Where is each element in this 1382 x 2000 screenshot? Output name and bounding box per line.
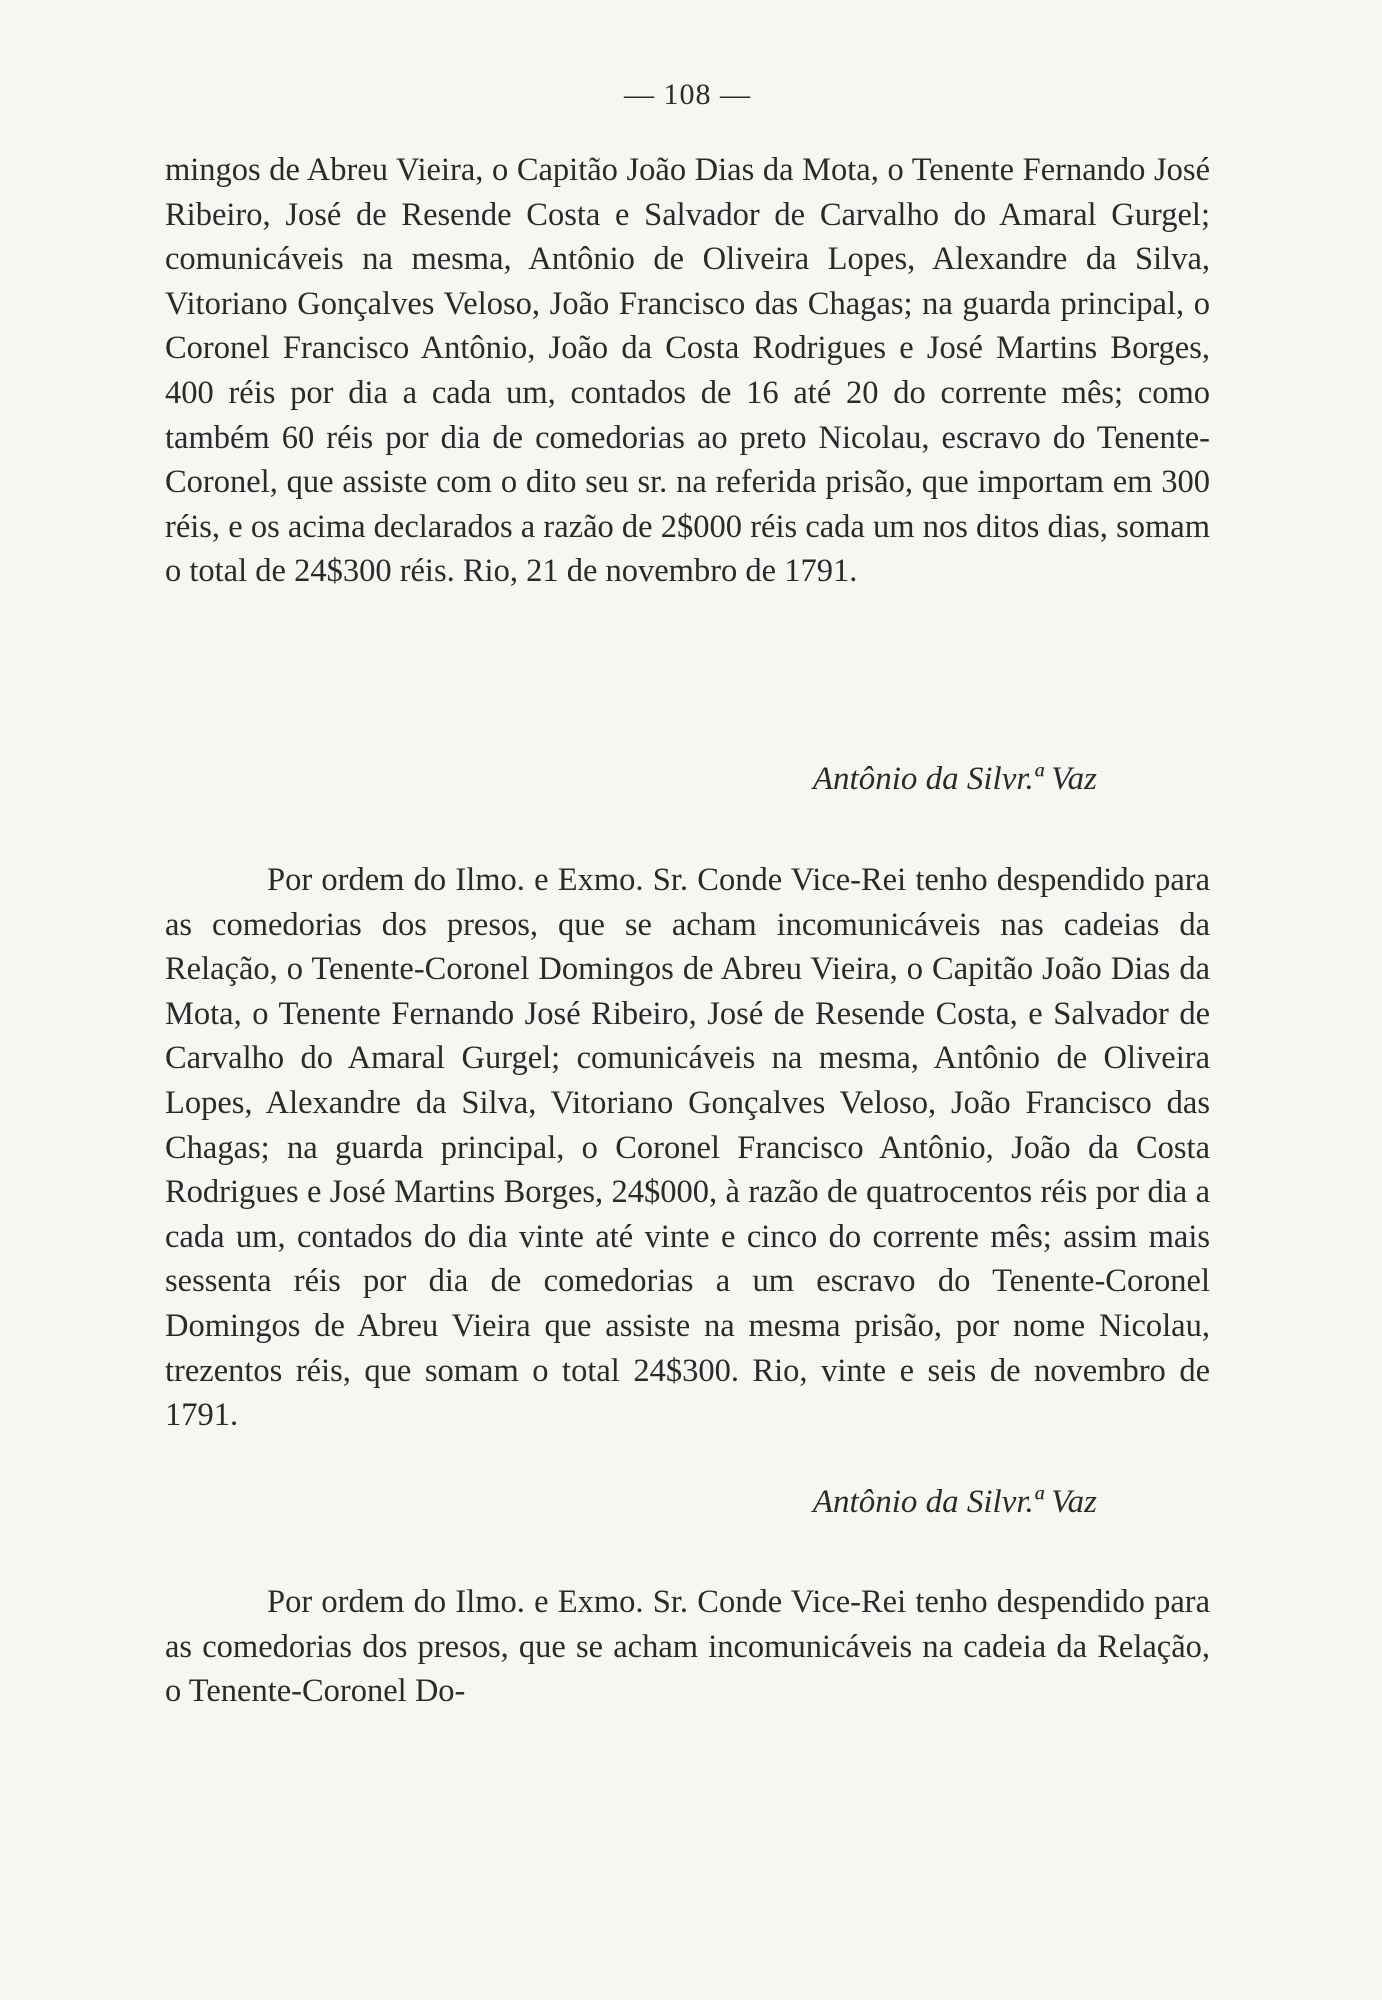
page-number: — 108 — [624, 78, 751, 111]
paragraph-second: Por ordem do Ilmo. e Exmo. Sr. Conde Vice-Rei tenho despendido para as comedorias dos presos, que se acham incomunicáveis nas cadeias da Relação, o Tenente-Coronel Domingos de Abreu Vieira, o Capitão João Dias da Mota, o Tenente Fernando José Ribeiro, José de Resende Costa, e Salvador de Carvalho do Amaral Gurgel; comunicáveis na mesma, Antônio de Oliveira Lopes, Alexandre da Silva, Vitoriano Gonçalves Veloso, João Francisco das Chagas; na guarda principal, o Coronel Francisco Antônio, João da Costa Rodrigues e José Martins Borges, 24$000, à razão de quatrocentos réis por dia a cada um, contados do dia vinte até vinte e cinco do corrente mês; assim mais sessenta réis por dia de comedorias a um escravo do Tenente-Coronel Domingos de Abreu Vieira que assiste na mesma prisão, por nome Nicolau, trezentos réis, que somam o total 24$300. Rio, vinte e seis de novembro de 1791. [165, 862, 1210, 1434]
paragraph-continuation: mingos de Abreu Vieira, o Capitão João Dias da Mota, o Tenente Fernando José Ribeiro, José de Resende Costa e Salvador de Carvalho do Amaral Gurgel; comunicáveis na mesma, Antônio de Oliveira Lopes, Alexandre da Silva, Vitoriano Gonçalves Veloso, João Francisco das Chagas; na guarda principal, o Coronel Francisco Antônio, João da Costa Rodrigues e José Martins Borges, 400 réis por dia a cada um, contados de 16 até 20 do corrente mês; como também 60 réis por dia de comedorias ao preto Nicolau, escravo do Tenente-Coronel, que assiste com o dito seu sr. na referida prisão, que importam em 300 réis, e os acima declarados a razão de 2$000 réis cada um nos ditos dias, somam o total de 24$300 réis. Rio, 21 de novembro de 1791. [165, 152, 1210, 590]
signature-second: Antônio da Silvr.ª Vaz [812, 1484, 1097, 1520]
paragraph-third: Por ordem do Ilmo. e Exmo. Sr. Conde Vice-Rei tenho despendido para as comedorias dos presos, que se acham incomunicáveis na cadeia da Relação, o Tenente-Coronel Do- [165, 1584, 1210, 1710]
signature-first: Antônio da Silvr.ª Vaz [812, 761, 1097, 797]
